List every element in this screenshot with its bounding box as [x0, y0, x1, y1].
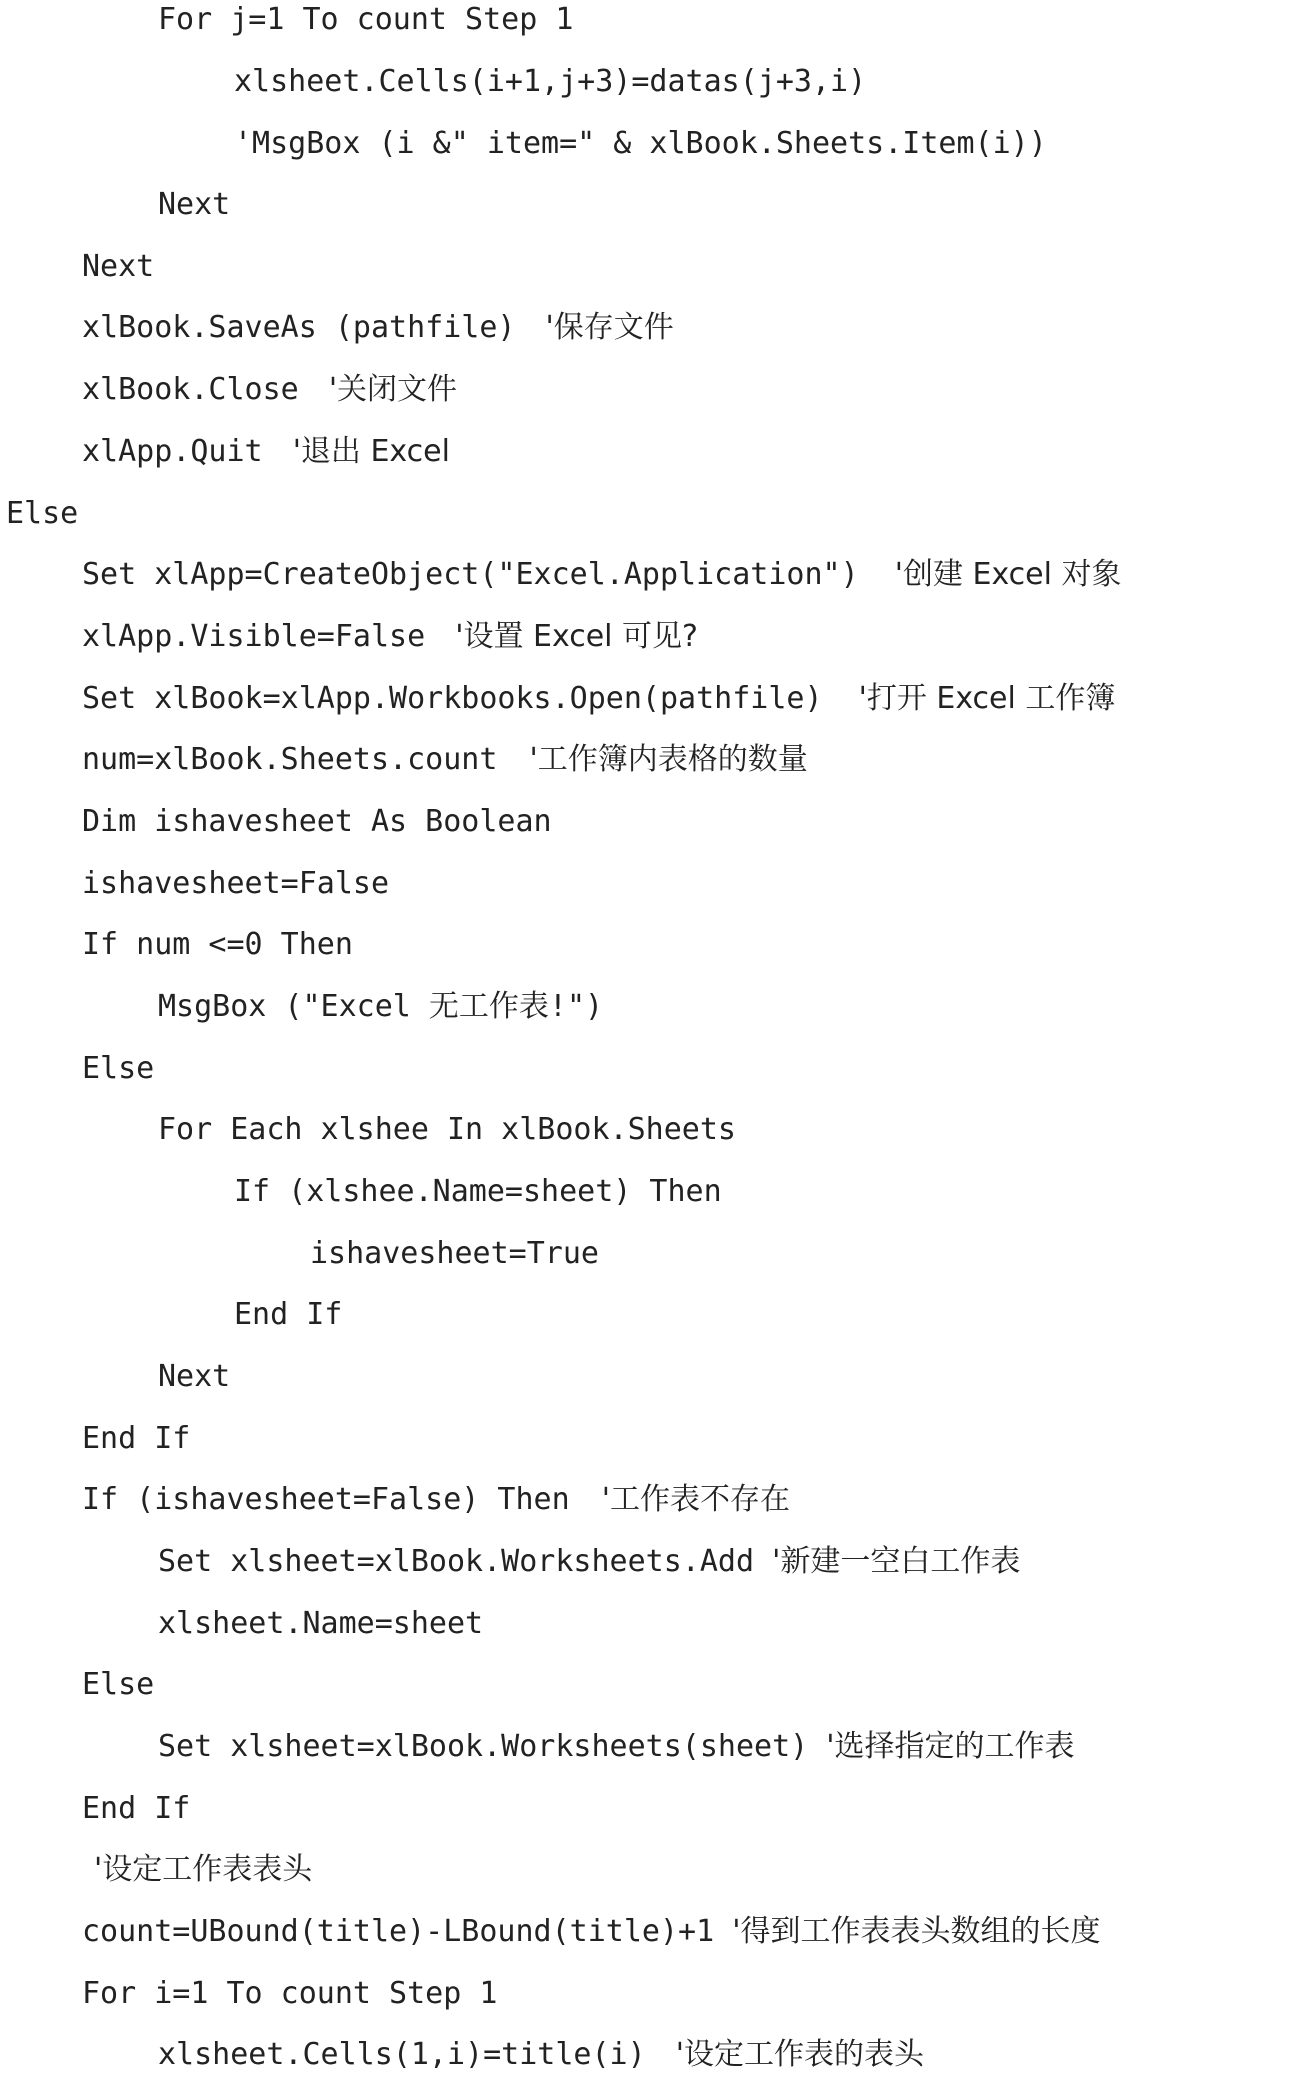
code-text: MsgBox ("Excel 无工作表!"): [158, 989, 604, 1024]
code-line: [158, 985, 603, 1029]
code-line: [82, 862, 389, 906]
code-text: xlApp.Visible=False: [82, 619, 444, 654]
inline-comment: '创建 Excel 对象: [894, 557, 1122, 592]
code-text: Set xlApp=CreateObject("Excel.Application"): [82, 557, 877, 592]
code-text: End If: [234, 1297, 343, 1332]
code-line: [158, 183, 230, 227]
code-text: xlBook.SaveAs (pathfile): [82, 310, 534, 345]
code-line: [82, 1417, 190, 1461]
code-text: Else: [82, 1051, 155, 1086]
code-text: For Each xlshee In xlBook.Sheets: [158, 1112, 736, 1147]
code-text: Dim ishavesheet As Boolean: [82, 804, 552, 839]
code-text: End If: [82, 1791, 191, 1826]
code-line: [310, 1232, 599, 1276]
code-text: ishavesheet=False: [82, 866, 390, 901]
inline-comment: '关闭文件: [328, 372, 458, 407]
inline-comment: '设置 Excel 可见?: [455, 619, 698, 654]
code-line: [82, 800, 552, 844]
code-line: [158, 1540, 1020, 1584]
inline-comment: '工作表不存在: [601, 1482, 790, 1517]
code-line: [158, 0, 573, 42]
code-text: xlsheet.Cells(1,i)=title(i): [158, 2037, 664, 2072]
code-line: [82, 1478, 790, 1522]
code-line: [234, 60, 866, 104]
code-text: xlsheet.Cells(i+1,j+3)=datas(j+3,i): [234, 64, 867, 99]
code-line: [82, 1848, 312, 1892]
section-comment: '设定工作表表头: [94, 1852, 313, 1887]
code-text: xlsheet.Name=sheet: [158, 1606, 484, 1641]
code-line: [82, 677, 1115, 721]
code-text: Else: [82, 1667, 155, 1702]
code-text: Else: [6, 496, 79, 531]
code-line: [82, 430, 450, 474]
code-line: [158, 1725, 1075, 1769]
inline-comment: '打开 Excel 工作簿: [858, 681, 1116, 716]
code-text: End If: [82, 1421, 191, 1456]
code-line: [82, 615, 698, 659]
code-line: [82, 1910, 1100, 1954]
code-text: Set xlsheet=xlBook.Worksheets.Add: [158, 1544, 773, 1579]
code-line: [158, 2033, 924, 2077]
code-line: [82, 1047, 154, 1091]
code-text: Next: [158, 1359, 231, 1394]
code-line: [234, 1293, 342, 1337]
code-text: If num <=0 Then: [82, 927, 353, 962]
code-text: xlBook.Close: [82, 372, 317, 407]
code-line: [234, 1170, 722, 1214]
code-text: If (ishavesheet=False) Then: [82, 1482, 588, 1517]
code-line: [158, 1602, 483, 1646]
code-line: [82, 245, 154, 289]
code-line: [158, 1108, 736, 1152]
inline-comment: '新建一空白工作表: [772, 1544, 1021, 1579]
code-line: [82, 1972, 497, 2016]
inline-comment: '工作簿内表格的数量: [529, 742, 808, 777]
code-text: For i=1 To count Step 1: [82, 1976, 498, 2011]
code-line: [6, 492, 78, 536]
inline-comment: '退出 Excel: [292, 434, 450, 469]
code-line: [82, 306, 674, 350]
code-line: [82, 368, 457, 412]
code-line: [82, 923, 353, 967]
code-text: Next: [158, 187, 231, 222]
code-text: count=UBound(title)-LBound(title)+1: [82, 1914, 733, 1949]
code-text: For j=1 To count Step 1: [158, 2, 574, 37]
code-text: Set xlBook=xlApp.Workbooks.Open(pathfile): [82, 681, 841, 716]
code-text: If (xlshee.Name=sheet) Then: [234, 1174, 722, 1209]
inline-comment: '选择指定的工作表: [826, 1729, 1075, 1764]
code-line: [82, 1663, 154, 1707]
code-text: ishavesheet=True: [310, 1236, 599, 1271]
code-text: Set xlsheet=xlBook.Worksheets(sheet): [158, 1729, 827, 1764]
code-comment-line: 'MsgBox (i &" item=" & xlBook.Sheets.Item(i)): [234, 126, 1047, 161]
code-line: [234, 122, 1047, 166]
inline-comment: '保存文件: [545, 310, 674, 345]
code-text: Next: [82, 249, 155, 284]
inline-comment: '设定工作表的表头: [675, 2037, 924, 2072]
code-text: xlApp.Quit: [82, 434, 281, 469]
inline-comment: '得到工作表表头数组的长度: [732, 1914, 1101, 1949]
code-line: [82, 553, 1122, 597]
code-line: [82, 1787, 190, 1831]
code-line: [158, 1355, 230, 1399]
code-text: num=xlBook.Sheets.count: [82, 742, 516, 777]
code-line: [82, 738, 808, 782]
